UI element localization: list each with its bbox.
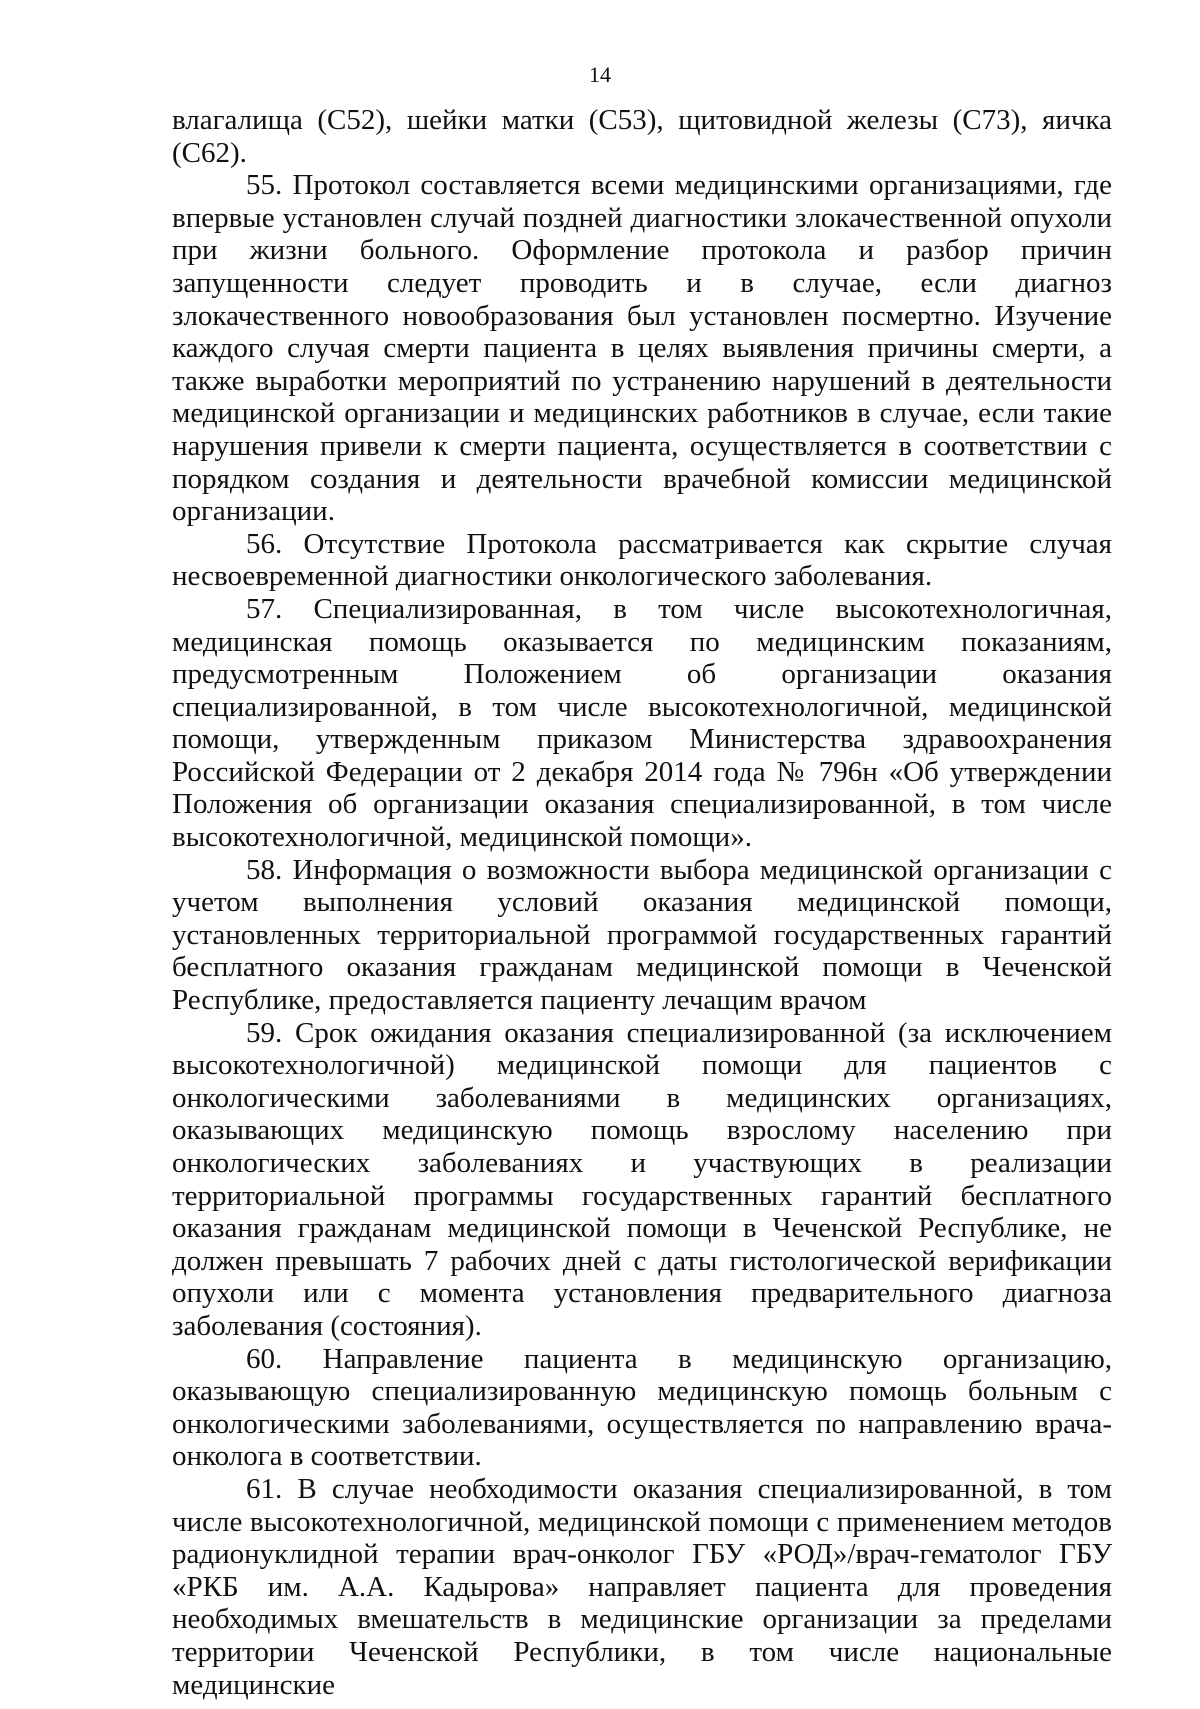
document-body xyxy=(172,104,1112,1701)
page-number: 14 xyxy=(589,62,611,87)
paragraph-61: 61. В случае необходимости оказания специализированной, в том числе высокотехнологичной, медицинской помощи с применением методов радионуклидной терапии врач-онколог ГБУ «РОД»/врач-гематолог ГБУ «РКБ им. А.А. Кадырова» направляет пациента для проведения необходимых вмешательств в медицинские организации за пределами территории Чеченской Республики, в том числе национальные медицинские xyxy=(172,1472,1112,1701)
paragraph-60: 60. Направление пациента в медицинскую организацию, оказывающую специализированную медицинскую помощь больным с онкологическими заболеваниями, осуществляется по направлению врача-онколога в соответствии. xyxy=(172,1342,1112,1473)
paragraph-57: 57. Специализированная, в том числе высокотехнологичная, медицинская помощь оказывается по медицинским показаниям, предусмотренным Положением об организации оказания специализированной, в том числе высокотехнологичной, медицинской помощи, утвержденным приказом Министерства здравоохранения Российской Федерации от 2 декабря 2014 года № 796н «Об утверждении Положения об организации оказания специализированной, в том числе высокотехнологичной, медицинской помощи». xyxy=(172,592,1112,854)
paragraph-continuation: влагалища (C52), шейки матки (C53), щитовидной железы (C73), яичка (C62). xyxy=(172,104,1112,169)
paragraph-55: 55. Протокол составляется всеми медицинскими организациями, где впервые установлен случай поздней диагностики злокачественной опухоли при жизни больного. Оформление протокола и разбор причин запущенности следует проводить и в случае, если диагноз злокачественного новообразования был установлен посмертно. Изучение каждого случая смерти пациента в целях выявления причины смерти, а также выработки мероприятий по устранению нарушений в деятельности медицинской организации и медицинских работников в случае, если такие нарушения привели к смерти пациента, осуществляется в соответствии с порядком создания и деятельности врачебной комиссии медицинской организации. xyxy=(172,169,1112,528)
paragraph-56: 56. Отсутствие Протокола рассматривается как скрытие случая несвоевременной диагностики онкологического заболевания. xyxy=(172,527,1112,593)
paragraph-58: 58. Информация о возможности выбора медицинской организации с учетом выполнения условий оказания медицинской помощи, установленных территориальной программой государственных гарантий бесплатного оказания гражданам медицинской помощи в Чеченской Республике, предоставляется пациенту лечащим врачом xyxy=(172,853,1112,1017)
paragraph-59: 59. Срок ожидания оказания специализированной (за исключением высокотехнологичной) медицинской помощи для пациентов с онкологическими заболеваниями в медицинских организациях, оказывающих медицинскую помощь взрослому населению при онкологических заболеваниях и участвующих в реализации территориальной программы государственных гарантий бесплатного оказания гражданам медицинской помощи в Чеченской Республике, не должен превышать 7 рабочих дней с даты гистологической верификации опухоли или с момента установления предварительного диагноза заболевания (состояния). xyxy=(172,1016,1112,1342)
